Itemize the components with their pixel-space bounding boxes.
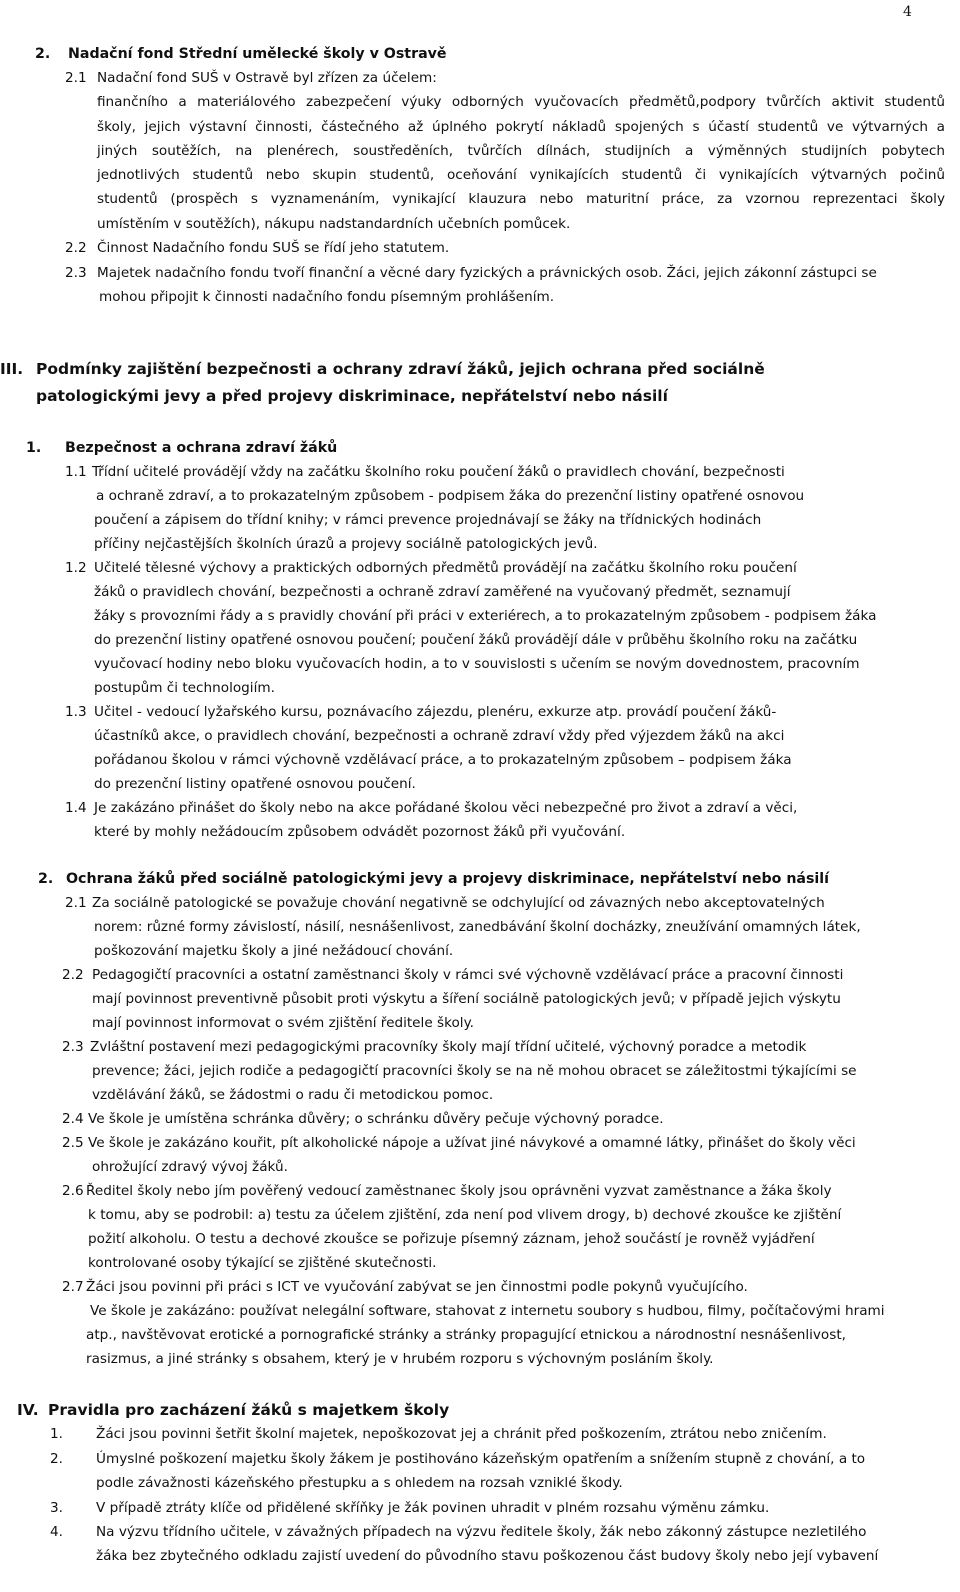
section2-3-line: mohou připojit k činnosti nadačního fondu písemným prohlášením. <box>99 289 555 305</box>
section2-3-number: 2.3 <box>65 265 87 281</box>
item-1-4-line: Je zakázáno přinášet do školy nebo na akce pořádané školou věci nebezpečné pro život a zdraví a věci, <box>94 800 798 816</box>
section3-heading-line: patologickými jevy a před projevy diskriminace, nepřátelství nebo násilí <box>36 387 668 405</box>
item-2-6-line: požití alkoholu. O testu a dechové zkoušce se pořizuje písemný záznam, jehož součástí je rovněž vyjádření <box>88 1231 815 1247</box>
item-2-2-number: 2.2 <box>62 967 84 983</box>
item-2-4-number: 2.4 <box>62 1111 84 1127</box>
item-2-2-line: Pedagogičtí pracovníci a ostatní zaměstnanci školy v rámci své výchovně vzdělávací práce a pracovní činnosti <box>92 967 844 983</box>
section4-item-line: Žáci jsou povinni šetřit školní majetek, nepoškozovat jej a chránit před poškozením, ztrátou nebo zničením. <box>96 1426 827 1442</box>
subsection1-title: Bezpečnost a ochrana zdraví žáků <box>65 440 338 456</box>
section2-heading: Nadační fond Střední umělecké školy v Ostravě <box>68 46 447 62</box>
item-1-2-number: 1.2 <box>65 560 87 576</box>
item-1-1-line: příčiny nejčastějších školních úrazů a projevy sociálně patologických jevů. <box>94 536 598 552</box>
item-2-5-number: 2.5 <box>62 1135 84 1151</box>
item-1-2-line: vyučovací hodiny nebo bloku vyučovacích hodin, a to v souvislosti s učením se novým dovednostem, pracovním <box>94 656 860 672</box>
section4-item-line: V případě ztráty klíče od přidělené skříňky je žák povinen uhradit v plném rozsahu výměnu zámku. <box>96 1500 770 1516</box>
section2-3-line: Majetek nadačního fondu tvoří finanční a věcné dary fyzických a právnických osob. Žáci, jejich zákonní zástupci se <box>97 265 877 281</box>
item-1-1-line: poučení a zápisem do třídní knihy; v rámci prevence projednávají se žáky na třídnických hodinách <box>94 512 762 528</box>
section4-item-number: 1. <box>50 1426 63 1442</box>
item-2-5-line: Ve škole je zakázáno kouřit, pít alkoholické nápoje a užívat jiné návykové a omamné látky, přinášet do školy věci <box>88 1135 856 1151</box>
section4-heading-number: IV. <box>17 1401 39 1419</box>
section4-item-line: Úmyslné poškození majetku školy žákem je postihováno kázeňským opatřením a snížením stupně z chování, a to <box>96 1451 866 1467</box>
page-number: 4 <box>903 4 912 20</box>
item-2-3-number: 2.3 <box>62 1039 84 1055</box>
item-1-2-line: žáků o pravidlech chování, bezpečnosti a ochraně zdraví zaměřené na vyučovaný předmět, seznamují <box>94 584 791 600</box>
item-2-2-line: mají povinnost informovat o svém zjištění ředitele školy. <box>92 1015 474 1031</box>
item-1-3-line: Učitel - vedoucí lyžařského kursu, poznávacího zájezdu, plenéru, exkurze atp. provádí poučení žáků- <box>94 704 777 720</box>
item-2-7-line: Žáci jsou povinni při práci s ICT ve vyučování zabývat se jen činnostmi podle pokynů vyučujícího. <box>86 1279 748 1295</box>
item-2-4-line: Ve škole je umístěna schránka důvěry; o schránku důvěry pečuje výchovný poradce. <box>88 1111 664 1127</box>
item-1-3-line: účastníků akce, o pravidlech chování, bezpečnosti a ochraně zdraví vždy před výjezdem žáků na akci <box>94 728 785 744</box>
subsection2-number: 2. <box>38 871 54 887</box>
item-1-3-line: do prezenční listiny opatřené osnovou poučení. <box>94 776 416 792</box>
section3-heading-number: III. <box>0 360 24 378</box>
item-2-3-line: Zvláštní postavení mezi pedagogickými pracovníky školy mají třídní učitelé, výchovný poradce a metodik <box>90 1039 807 1055</box>
section4-item-number: 2. <box>50 1451 63 1467</box>
section2-1-line: jiných soutěžích, na plenérech, soustředěních, tvůrčích dílnách, studijních a výměnných studijních pobytech <box>97 143 945 159</box>
item-1-1-line: a ochraně zdraví, a to prokazatelným způsobem - podpisem žáka do prezenční listiny opatřené osnovou <box>96 488 805 504</box>
section2-1-line: školy, jejich výstavní činnosti, částečného až úplného pokrytí nákladů spojených s účastí studentů ve výtvarných a <box>97 119 945 135</box>
section4-item-line: podle závažnosti kázeňského přestupku a s ohledem na rozsah vzniklé škody. <box>96 1475 623 1491</box>
section4-item-number: 3. <box>50 1500 63 1516</box>
section2-heading-number: 2. <box>35 46 51 62</box>
subsection2-title: Ochrana žáků před sociálně patologickými jevy a projevy diskriminace, nepřátelství nebo násilí <box>66 871 830 887</box>
item-2-6-line: kontrolované osoby týkající se zjištěné skutečnosti. <box>88 1255 437 1271</box>
item-2-7-number: 2.7 <box>62 1279 84 1295</box>
item-1-4-number: 1.4 <box>65 800 87 816</box>
item-2-3-line: prevence; žáci, jejich rodiče a pedagogičtí pracovníci školy se na ně mohou obracet se záležitostmi týkajícími se <box>92 1063 857 1079</box>
section2-2-number: 2.2 <box>65 240 87 256</box>
item-2-7-line: rasizmus, a jiné stránky s obsahem, který je v hrubém rozporu s výchovným posláním školy. <box>86 1351 714 1367</box>
item-1-3-number: 1.3 <box>65 704 87 720</box>
item-1-2-line: postupům či technologiím. <box>94 680 275 696</box>
item-2-1-number: 2.1 <box>65 895 87 911</box>
subsection1-number: 1. <box>26 440 42 456</box>
section2-2-text: Činnost Nadačního fondu SUŠ se řídí jeho statutem. <box>97 240 450 256</box>
section2-1-line: jednotlivých studentů nebo skupin studentů, oceňování vynikajících studentů či vynikajících výtvarných počinů <box>97 167 945 183</box>
item-2-6-line: Ředitel školy nebo jím pověřený vedoucí zaměstnanec školy jsou oprávněni vyzvat zaměstnance a žáka školy <box>86 1183 832 1199</box>
item-1-2-line: Učitelé tělesné výchovy a praktických odborných předmětů provádějí na začátku školního roku poučení <box>94 560 797 576</box>
item-2-5-line: ohrožující zdravý vývoj žáků. <box>92 1159 288 1175</box>
item-1-2-line: do prezenční listiny opatřené osnovou poučení; poučení žáků provádějí dále v průběhu školního roku na začátku <box>94 632 858 648</box>
section4-item-number: 4. <box>50 1524 63 1540</box>
section2-1-line: Nadační fond SUŠ v Ostravě byl zřízen za účelem: <box>97 70 437 86</box>
item-2-1-line: norem: různé formy závislostí, násilí, nesnášenlivost, zanedbávání školní docházky, zneužívání omamných látek, <box>94 919 861 935</box>
section2-1-number: 2.1 <box>65 70 87 86</box>
section2-1-line: studentů (prospěch s vyznamenáním, vynikající klauzura nebo maturitní práce, za vzornou reprezentaci školy <box>97 191 945 207</box>
section4-item-line: Na výzvu třídního učitele, v závažných případech na výzvu ředitele školy, žák nebo zákonný zástupce nezletilého <box>96 1524 867 1540</box>
section2-1-line: umístěním v soutěžích), nákupu nadstandardních učebních pomůcek. <box>97 216 571 232</box>
item-2-6-number: 2.6 <box>62 1183 84 1199</box>
section2-1-line: finančního a materiálového zabezpečení výuky odborných vyučovacích předmětů,podpory tvůrčích aktivit studentů <box>97 94 945 110</box>
section4-heading: Pravidla pro zacházení žáků s majetkem školy <box>48 1401 450 1419</box>
item-2-1-line: poškozování majetku školy a jiné nežádoucí chování. <box>94 943 454 959</box>
item-2-2-line: mají povinnost preventivně působit proti výskytu a šíření sociálně patologických jevů; v případě jejich výskytu <box>92 991 841 1007</box>
item-1-1-line: Třídní učitelé provádějí vždy na začátku školního roku poučení žáků o pravidlech chování, bezpečnosti <box>92 464 785 480</box>
section4-item-line: žáka bez zbytečného odkladu zajistí uvedení do původního stavu poškozenou část budovy školy nebo její vybavení <box>96 1548 879 1564</box>
item-2-1-line: Za sociálně patologické se považuje chování negativně se odchylující od závazných nebo akceptovatelných <box>92 895 825 911</box>
item-1-4-line: které by mohly nežádoucím způsobem odvádět pozornost žáků při vyučování. <box>94 824 626 840</box>
item-2-6-line: k tomu, aby se podrobil: a) testu za účelem zjištění, zda není pod vlivem drogy, b) dechové zkoušce ke zjištění <box>88 1207 842 1223</box>
item-2-7-line: atp., navštěvovat erotické a pornografické stránky a stránky propagující etnickou a národnostní nesnášenlivost, <box>86 1327 846 1343</box>
item-1-1-number: 1.1 <box>65 464 87 480</box>
item-1-2-line: žáky s provozními řády a s pravidly chování při práci v exteriérech, a to prokazatelným způsobem - podpisem žáka <box>94 608 877 624</box>
section3-heading-line: Podmínky zajištění bezpečnosti a ochrany zdraví žáků, jejich ochrana před sociálně <box>36 360 765 378</box>
item-2-7-line: Ve škole je zakázáno: používat nelegální software, stahovat z internetu soubory s hudbou, filmy, počítačovými hrami <box>90 1303 885 1319</box>
item-2-3-line: vzdělávání žáků, se žádostmi o radu či metodickou pomoc. <box>92 1087 494 1103</box>
item-1-3-line: pořádanou školou v rámci výchovně vzdělávací práce, a to prokazatelným způsobem – podpisem žáka <box>94 752 792 768</box>
